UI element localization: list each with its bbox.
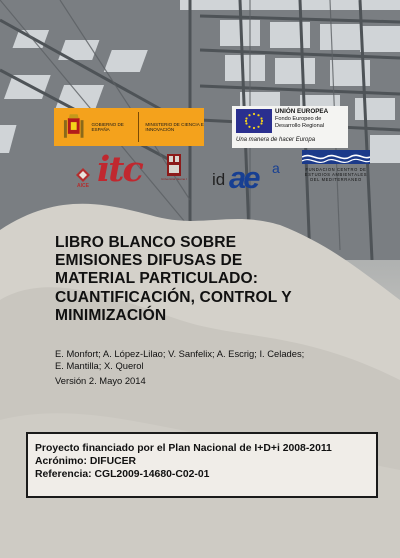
gov-text: GOBIERNO DE ESPAÑA [91,121,124,132]
title-line: EMISIONES DIFUSAS DE [55,252,243,270]
eu-motto: Una manera de hacer Europa [236,137,316,143]
authors [55,348,375,372]
ceam-logo [302,150,370,194]
eu-fund-text: Fondo Europeo de Desarrollo Regional [275,116,325,129]
eu-title: UNIÓN EUROPEA [275,108,329,115]
aice-text: AICE [77,183,89,189]
project-reference: Referencia: CGL2009-14680-C02-01 [35,469,210,480]
itc-logo [97,151,157,189]
authors-line: E. Mantilla; X. Querol [55,360,144,371]
idaea-id-text: id [212,170,226,189]
gobierno-espana-logo [54,108,204,146]
ceam-text: FUNDACION CENTRO DE ESTUDIOS AMBIENTALES DEL MEDITERRANEO [304,167,368,182]
document-title [55,234,375,325]
coat-of-arms-icon [62,112,85,142]
ceam-wave-icon [302,150,370,164]
universitat-jaume-logo [159,152,189,188]
title-line: CUANTIFICACIÓN, CONTROL Y [55,288,292,306]
version-text: Versión 2. Mayo 2014 [55,375,146,386]
project-acronym: Acrónimo: DIFUCER [35,456,137,467]
authors-line: E. Monfort; A. López-Lilao; V. Sanfelix; A. Escrig; I. Celades; [55,348,305,359]
project-info-box [26,432,378,498]
idaea-ae-text: ae [229,160,258,195]
university-crest-icon [159,152,189,178]
itc-wordmark: itc [97,149,142,190]
title-line: MATERIAL PARTICULADO: [55,270,259,288]
aice-logo [72,154,94,192]
title-line: LIBRO BLANCO SOBRE [55,234,237,251]
idaea-logo [212,160,298,194]
union-europea-logo [232,106,348,148]
project-funding: Proyecto financiado por el Plan Nacional de I+D+i 2008-2011 [35,443,332,454]
logo-divider [138,112,139,142]
title-line: MINIMIZACIÓN [55,306,167,324]
idaea-a-text: a [272,160,280,176]
university-caption: Universitat Jaume I [161,177,187,181]
ministry-text: MINISTERIO DE CIENCIA E INNOVACIÓN [145,121,204,132]
eu-flag-icon [236,109,272,133]
